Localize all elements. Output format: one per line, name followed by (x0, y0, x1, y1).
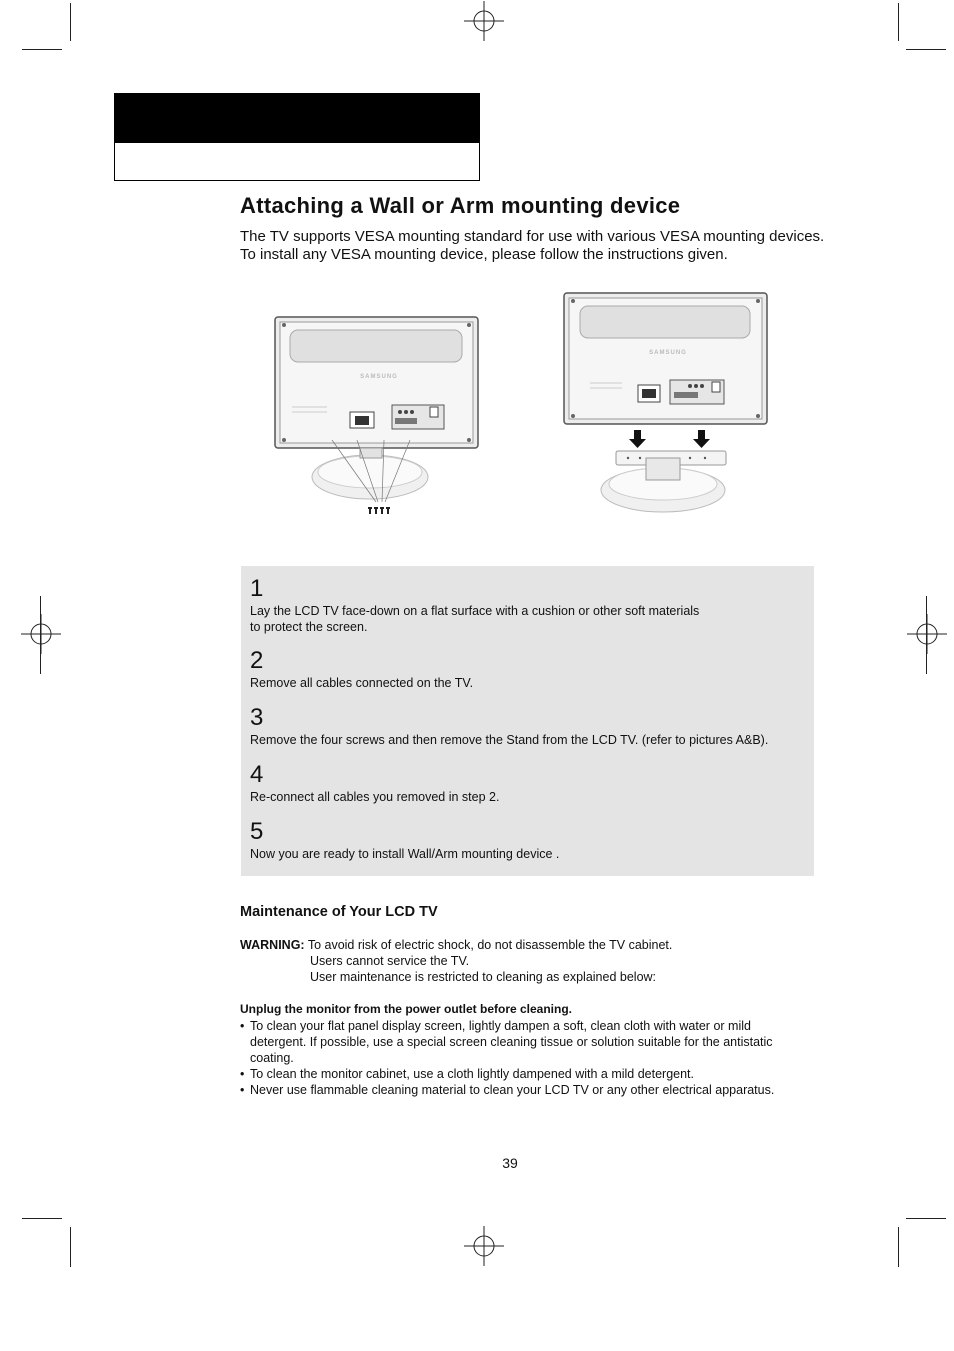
crop-mark (906, 49, 946, 50)
section-header-band (114, 93, 480, 181)
step-text: Remove all cables connected on the TV. (250, 676, 474, 690)
step-number: 4 (250, 761, 264, 788)
step-1 (250, 577, 795, 635)
crop-mark (70, 1227, 71, 1267)
step-number: 5 (250, 818, 264, 845)
step-4 (250, 763, 795, 805)
step-3 (250, 706, 795, 748)
warning-line: Users cannot service the TV. (310, 954, 470, 968)
steps-panel (241, 566, 814, 876)
crop-mark (40, 596, 41, 674)
step-text: Lay the LCD TV face-down on a flat surface with a cushion or other soft materials to protect the screen. (250, 604, 700, 634)
crop-mark (926, 596, 927, 674)
list-item: • To clean your flat panel display screen, lightly dampen a soft, clean cloth with water or mild detergent. If possible, use a special screen cleaning tissue or solution suitable for the antistatic coating. (240, 1018, 810, 1066)
step-5 (250, 820, 795, 862)
registration-mark-icon (464, 1, 504, 41)
brand-label: SAMSUNG (360, 374, 398, 380)
step-text: Remove the four screws and then remove the Stand from the LCD TV. (refer to pictures A&B). (250, 733, 769, 747)
warning-block (240, 937, 840, 985)
unplug-notice: Unplug the monitor from the power outlet before cleaning. (240, 1002, 573, 1016)
warning-label: WARNING: (240, 938, 305, 952)
registration-mark-icon (21, 614, 61, 654)
brand-label: SAMSUNG (649, 350, 687, 356)
crop-mark (22, 49, 62, 50)
registration-mark-icon (907, 614, 947, 654)
crop-mark (22, 1218, 62, 1219)
tv-removed-from-stand-illustration (560, 288, 772, 516)
tv-back-with-stand-illustration (272, 312, 482, 520)
intro-paragraph: The TV supports VESA mounting standard for use with various VESA mounting devices. To install any VESA mounting device, please follow the instructions given. (240, 228, 825, 263)
step-number: 3 (250, 704, 264, 731)
section-header-black-bar (115, 94, 479, 143)
registration-mark-icon (464, 1226, 504, 1266)
step-number: 1 (250, 575, 264, 602)
crop-mark (898, 3, 899, 41)
down-arrow-icon (629, 430, 646, 448)
warning-line: To avoid risk of electric shock, do not disassemble the TV cabinet. (307, 938, 673, 952)
warning-line: User maintenance is restricted to cleaning as explained below: (310, 970, 657, 984)
cleaning-bullet-list (240, 1018, 810, 1098)
list-item: • To clean the monitor cabinet, use a cloth lightly dampened with a mild detergent. (240, 1066, 810, 1082)
crop-mark (906, 1218, 946, 1219)
crop-mark (898, 1227, 899, 1267)
page-title: Attaching a Wall or Arm mounting device (240, 193, 681, 218)
step-number: 2 (250, 647, 264, 674)
step-2 (250, 649, 795, 691)
maintenance-heading: Maintenance of Your LCD TV (240, 904, 438, 920)
list-item: • Never use flammable cleaning material to clean your LCD TV or any other electrical apparatus. (240, 1082, 810, 1098)
page-number: 39 (502, 1155, 518, 1171)
step-text: Re-connect all cables you removed in step 2. (250, 790, 500, 804)
crop-mark (70, 3, 71, 41)
step-text: Now you are ready to install Wall/Arm mounting device . (250, 847, 560, 861)
down-arrow-icon (693, 430, 710, 448)
